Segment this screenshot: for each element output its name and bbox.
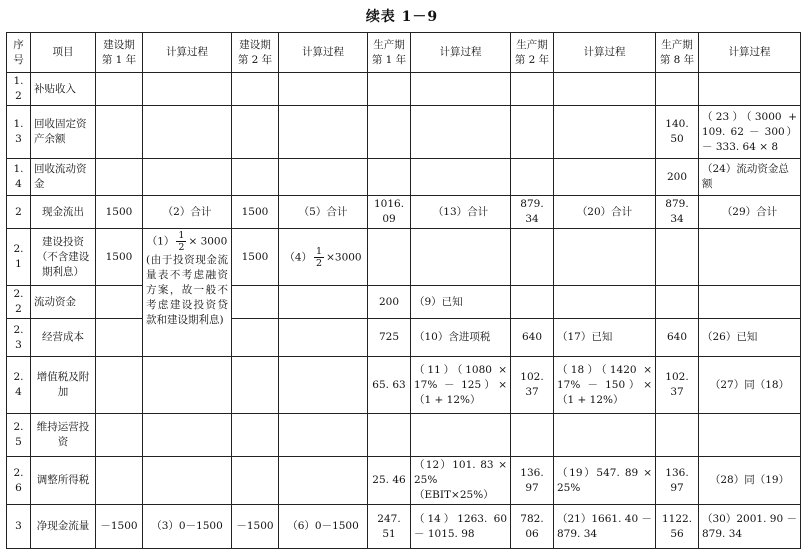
value-cell: [511, 73, 554, 106]
table-row: [7, 196, 801, 229]
value-cell: 102. 37: [511, 357, 554, 414]
process-cell: [699, 229, 801, 286]
process-cell: （14）1263. 60 － 1015. 98: [411, 505, 511, 549]
value-cell: [656, 286, 699, 319]
row-number: 2. 5: [7, 414, 31, 457]
process-cell: [279, 229, 368, 286]
value-cell: [511, 229, 554, 286]
value-cell: [368, 73, 411, 106]
value-cell: 1500: [96, 196, 143, 229]
header-cell: 序号: [7, 33, 31, 73]
fraction-numerator: 1: [316, 245, 323, 257]
process-cell: [554, 229, 656, 286]
value-cell: [368, 229, 411, 286]
header-row: [7, 33, 801, 73]
value-cell: [96, 414, 143, 457]
row-number: 1. 3: [7, 106, 31, 159]
value-cell: 25. 46: [368, 457, 411, 505]
value-cell: [232, 319, 279, 357]
value-cell: [368, 159, 411, 196]
header-cell: 计算过程: [279, 33, 368, 73]
value-cell: [96, 457, 143, 505]
value-cell: [96, 319, 143, 357]
process-cell: [554, 159, 656, 196]
formula: [146, 230, 228, 253]
row-number: 2. 4: [7, 357, 31, 414]
value-cell: 247. 51: [368, 505, 411, 549]
formula-prefix: （4）: [284, 251, 313, 263]
process-cell: （13）合计: [411, 196, 511, 229]
table-row: [7, 73, 801, 106]
value-cell: [656, 229, 699, 286]
value-cell: 1500: [96, 229, 143, 286]
process-cell: [554, 286, 656, 319]
process-note: (由于投资现金流量表不考虑融资方案，故一般不考虑建设投资贷款和建设期利息): [146, 254, 228, 326]
header-cell: 建设期第 2 年: [232, 33, 279, 73]
value-cell: 879. 34: [511, 196, 554, 229]
table-row: [7, 159, 801, 196]
value-cell: 1500: [232, 196, 279, 229]
process-cell: （3）0－1500: [143, 505, 232, 549]
process-cell: [411, 106, 511, 159]
row-number: 2. 3: [7, 319, 31, 357]
row-item: 增值税及附加: [31, 357, 96, 414]
cash-flow-table: [6, 32, 801, 549]
process-cell: （26）已知: [699, 319, 801, 357]
value-cell: 200: [368, 286, 411, 319]
process-cell: （24）流动资金总额: [699, 159, 801, 196]
header-cell: 计算过程: [143, 33, 232, 73]
table-row: [7, 357, 801, 414]
value-cell: －1500: [96, 505, 143, 549]
fraction-numerator: 1: [178, 230, 185, 241]
value-cell: 136. 97: [511, 457, 554, 505]
process-cell: [279, 73, 368, 106]
value-cell: [511, 106, 554, 159]
process-cell: （5）合计: [279, 196, 368, 229]
process-cell: [143, 229, 232, 357]
process-cell: [143, 159, 232, 196]
process-cell: [279, 286, 368, 319]
value-cell: [511, 286, 554, 319]
process-cell: （19）547. 89 × 25%: [554, 457, 656, 505]
row-number: 2: [7, 196, 31, 229]
value-cell: [96, 159, 143, 196]
row-number: 2. 2: [7, 286, 31, 319]
process-cell: [143, 457, 232, 505]
process-cell: [143, 414, 232, 457]
value-cell: 1016. 09: [368, 196, 411, 229]
process-cell: [411, 229, 511, 286]
process-cell: [699, 286, 801, 319]
header-cell: 计算过程: [411, 33, 511, 73]
value-cell: [96, 286, 143, 319]
value-cell: 1122. 56: [656, 505, 699, 549]
process-cell: [554, 73, 656, 106]
process-cell: （17）已知: [554, 319, 656, 357]
header-cell: 项目: [31, 33, 96, 73]
row-item: 补贴收入: [31, 73, 96, 106]
process-cell: （23）（3000 + 109. 62 － 300）－ 333. 64 × 8: [699, 106, 801, 159]
table-row: [7, 286, 801, 319]
fraction: [314, 246, 324, 269]
header-cell: 计算过程: [554, 33, 656, 73]
process-cell: （9）已知: [411, 286, 511, 319]
process-cell: [554, 106, 656, 159]
formula-suffix: × 3000: [188, 235, 228, 248]
process-cell: [279, 457, 368, 505]
table-row: [7, 106, 801, 159]
value-cell: 725: [368, 319, 411, 357]
value-cell: [511, 159, 554, 196]
value-cell: [232, 106, 279, 159]
table-row: [7, 457, 801, 505]
process-cell: [699, 73, 801, 106]
process-cell: （21）1661. 40 － 879. 34: [554, 505, 656, 549]
table-title: 续表 1－9: [365, 9, 439, 25]
row-item: 回收流动资金: [31, 159, 96, 196]
header-cell: 生产期第 1 年: [368, 33, 411, 73]
header-cell: 生产期第 2 年: [511, 33, 554, 73]
row-item: 回收固定资产余额: [31, 106, 96, 159]
value-cell: [96, 106, 143, 159]
process-cell: （2）合计: [143, 196, 232, 229]
fraction-denominator: 2: [316, 257, 323, 269]
value-cell: [96, 73, 143, 106]
process-cell: （18）（1420 × 17% － 150）×（1 + 12%）: [554, 357, 656, 414]
process-cell: [279, 357, 368, 414]
process-cell: [279, 159, 368, 196]
value-cell: －1500: [232, 505, 279, 549]
process-cell: [554, 414, 656, 457]
process-cell: （28）同（19）: [699, 457, 801, 505]
value-cell: [656, 73, 699, 106]
row-number: 1. 2: [7, 73, 31, 106]
row-item: 现金流出: [31, 196, 96, 229]
process-cell: （27）同（18）: [699, 357, 801, 414]
row-item: 维持运营投资: [31, 414, 96, 457]
formula-prefix: （1）: [146, 235, 175, 248]
row-number: 1. 4: [7, 159, 31, 196]
process-cell: [699, 414, 801, 457]
row-item: 调整所得税: [31, 457, 96, 505]
process-cell: （29）合计: [699, 196, 801, 229]
value-cell: [232, 286, 279, 319]
value-cell: [511, 414, 554, 457]
value-cell: [232, 457, 279, 505]
table-row: [7, 229, 801, 286]
process-cell: （11）（1080 × 17% － 125）×（1 + 12%）: [411, 357, 511, 414]
value-cell: [232, 357, 279, 414]
value-cell: 640: [511, 319, 554, 357]
header-cell: 建设期第 1 年: [96, 33, 143, 73]
process-cell: （12）101. 83 × 25%（EBIT×25%）: [411, 457, 511, 505]
row-item: 建设投资（不含建设期利息）: [31, 229, 96, 286]
process-cell: （30）2001. 90 － 879. 34: [699, 505, 801, 549]
table-row: [7, 414, 801, 457]
value-cell: 136. 97: [656, 457, 699, 505]
process-cell: [143, 357, 232, 414]
value-cell: [232, 414, 279, 457]
header-cell: 计算过程: [699, 33, 801, 73]
value-cell: [368, 414, 411, 457]
process-cell: （10）含进项税: [411, 319, 511, 357]
row-item: 净现金流量: [31, 505, 96, 549]
value-cell: 65. 63: [368, 357, 411, 414]
table-row: [7, 319, 801, 357]
row-number: 3: [7, 505, 31, 549]
process-cell: [411, 414, 511, 457]
value-cell: 200: [656, 159, 699, 196]
process-cell: （6）0－1500: [279, 505, 368, 549]
value-cell: 102. 37: [656, 357, 699, 414]
process-cell: [279, 106, 368, 159]
row-number: 2. 1: [7, 229, 31, 286]
row-item: 经营成本: [31, 319, 96, 357]
process-cell: [279, 414, 368, 457]
value-cell: [368, 106, 411, 159]
value-cell: 140. 50: [656, 106, 699, 159]
formula-suffix: ×3000: [326, 251, 362, 263]
value-cell: [656, 414, 699, 457]
process-cell: （20）合计: [554, 196, 656, 229]
table-row: [7, 505, 801, 549]
header-cell: 生产期第 8 年: [656, 33, 699, 73]
value-cell: 1500: [232, 229, 279, 286]
value-cell: 782. 06: [511, 505, 554, 549]
row-item: 流动资金: [31, 286, 96, 319]
value-cell: [96, 357, 143, 414]
process-cell: [143, 73, 232, 106]
row-number: 2. 6: [7, 457, 31, 505]
value-cell: 879. 34: [656, 196, 699, 229]
process-cell: [411, 73, 511, 106]
fraction-denominator: 2: [178, 242, 185, 253]
process-cell: [411, 159, 511, 196]
process-cell: [143, 106, 232, 159]
value-cell: [232, 159, 279, 196]
value-cell: 640: [656, 319, 699, 357]
fraction: [176, 230, 186, 253]
value-cell: [232, 73, 279, 106]
process-cell: [279, 319, 368, 357]
